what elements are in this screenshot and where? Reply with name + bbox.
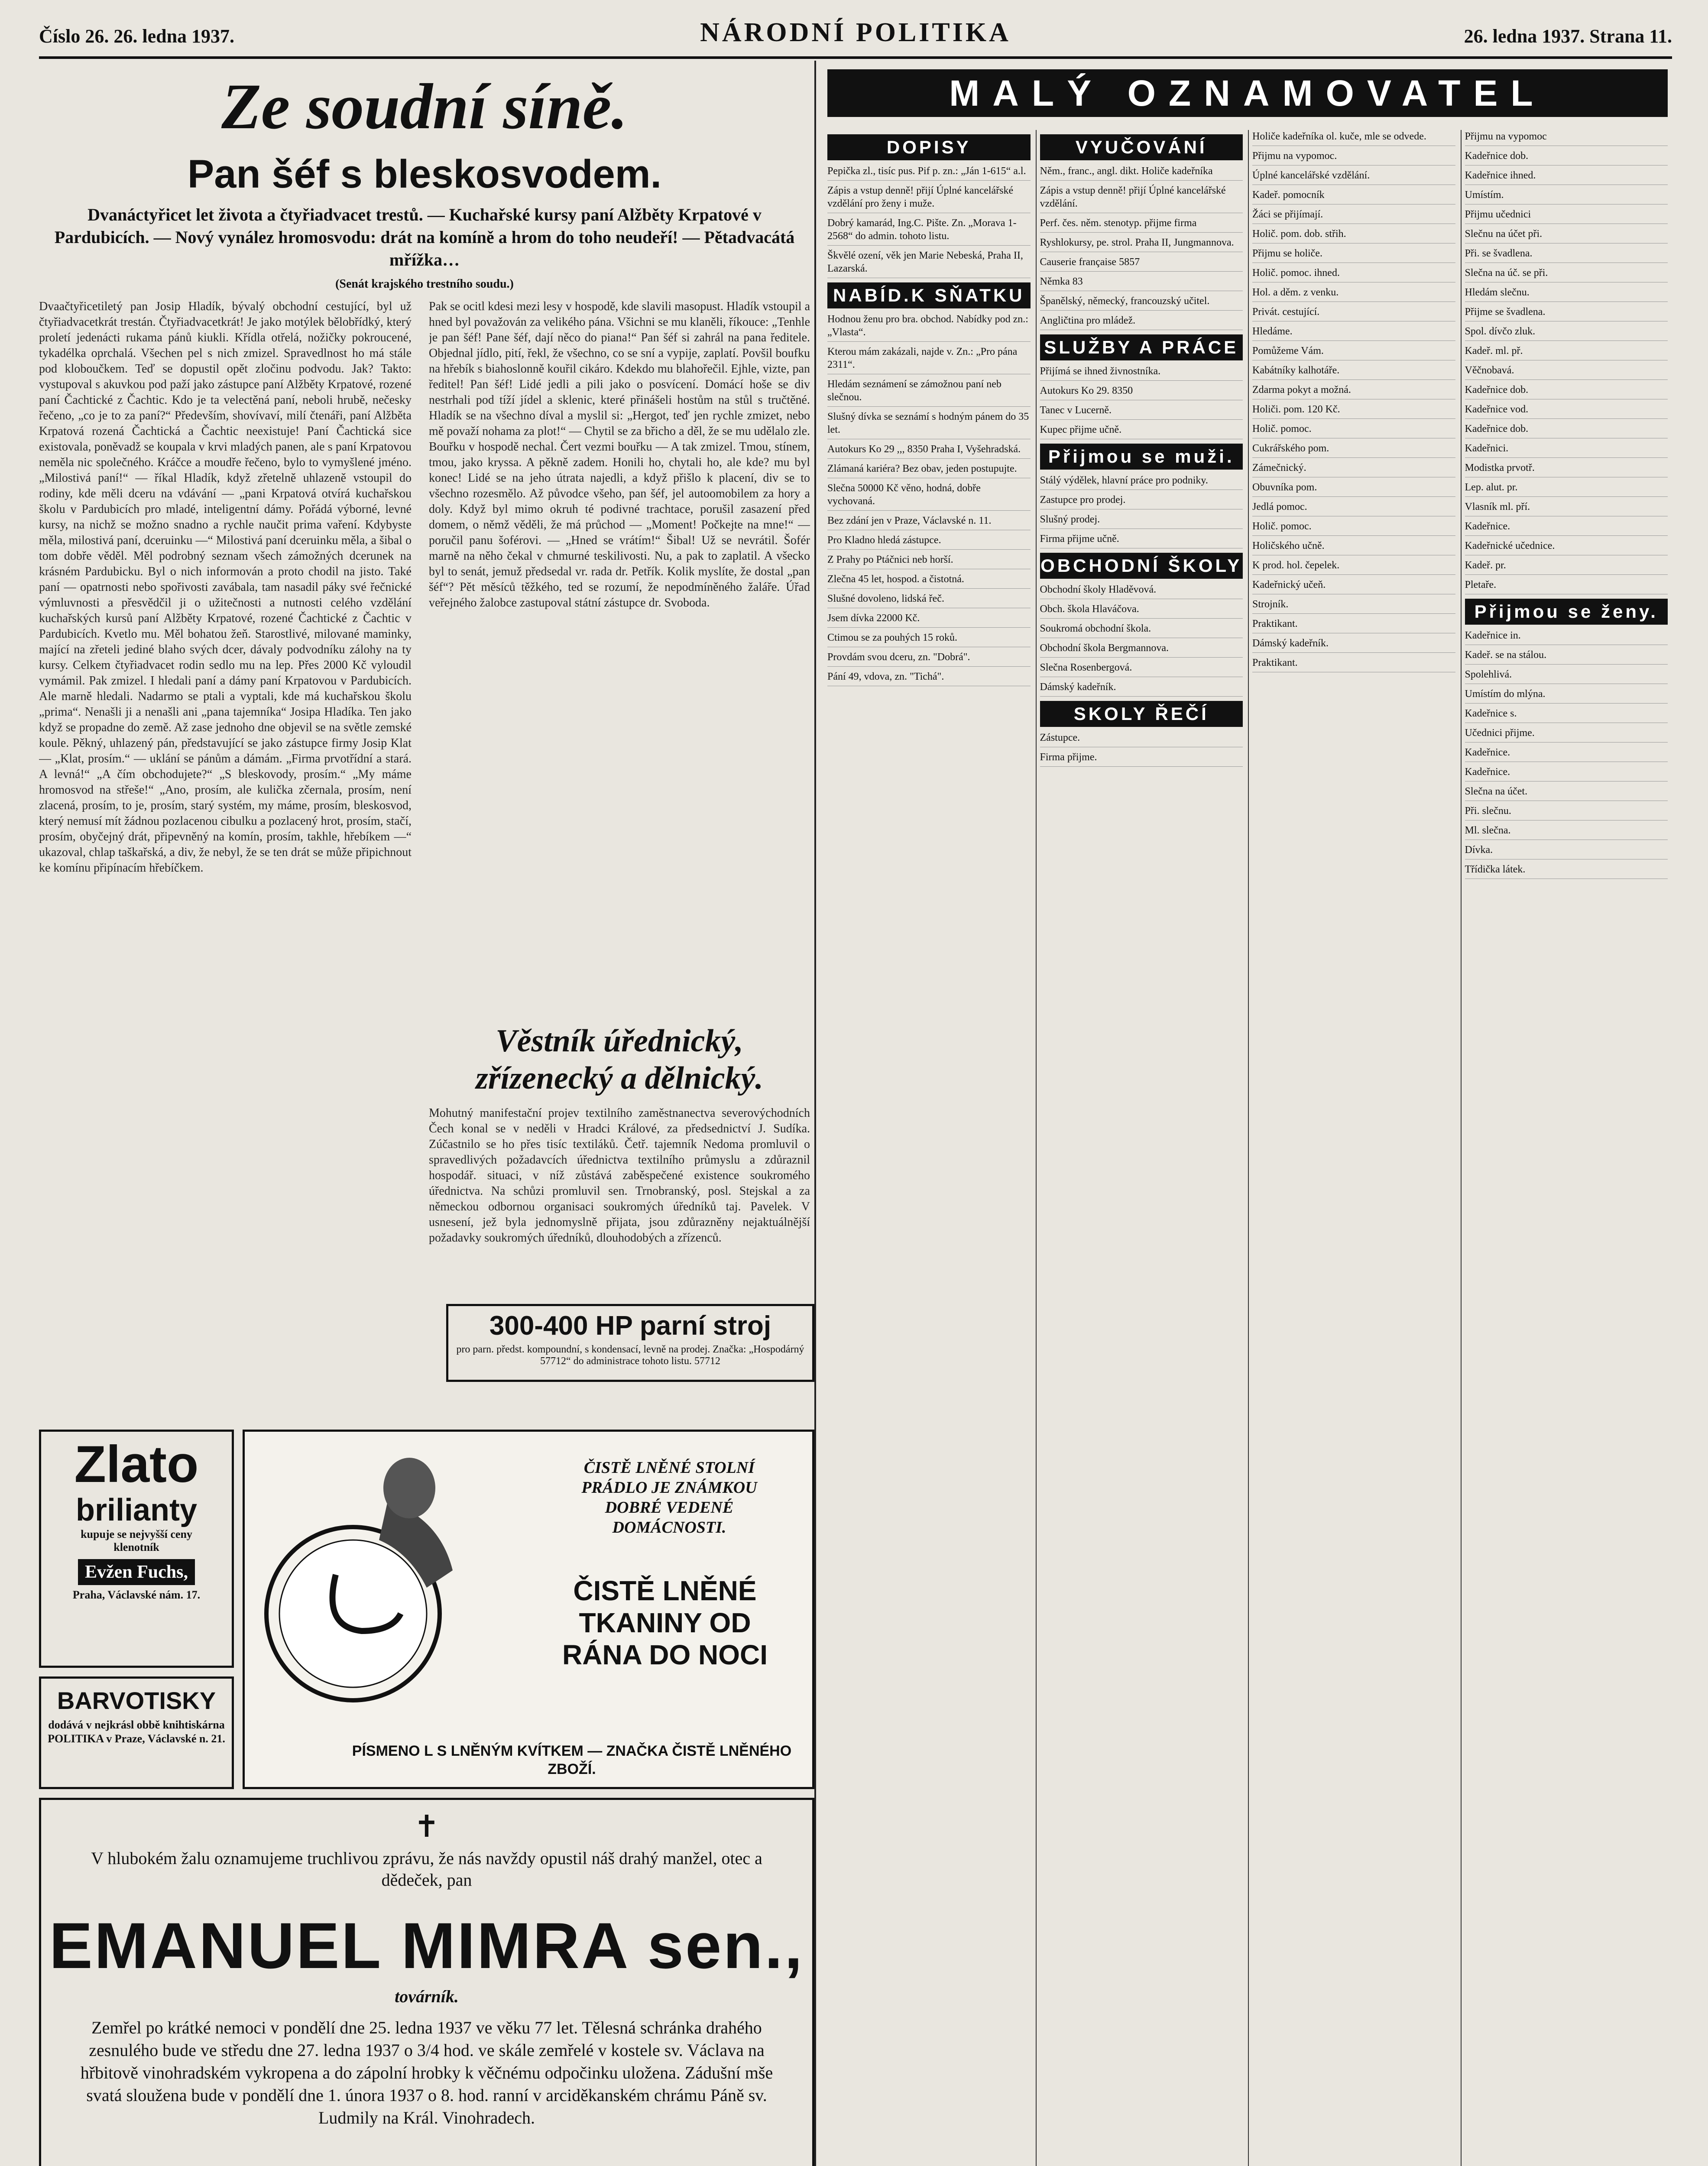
steam-engine-ad-title: 300-400 HP parní stroj	[489, 1311, 771, 1341]
classified-ad: Bez zdání jen v Praze, Václavské n. 11.	[827, 514, 1031, 530]
classified-ad: Zástupce.	[1040, 731, 1243, 747]
classified-ad: Obchodní škola Bergmannova.	[1040, 642, 1243, 658]
classified-ad: Třídička látek.	[1465, 863, 1668, 879]
article-rubric: (Senát krajského trestního soudu.)	[335, 277, 514, 291]
classified-ad: Strojník.	[1252, 598, 1455, 614]
obituary-name: EMANUEL MIMRA sen.,	[49, 1909, 804, 1982]
vestnik-article	[429, 1022, 810, 1270]
article-text-col1: Dvaačtyřicetiletý pan Josip Hladík, bývalý obchodní cestující, byl už čtyřiadvacetkrát trestán. Čtyřiadvacetkrát! Je jako motýlek bělobřídký, který proletí jedenácti rukama pánů kiukli. Křídla otřelá, nožičky pokroucené, tykadélka oprchalá. Všechen pel s nich zmizel. Spravedlnost ho má stále pod kloboučkem. Teď se dopustil opět zločinu podvodu. Jak? Takto: vystupoval s akuvkou pod paží jako zástupce paní Alžběty Krpatové, rozené paní Čachtické z Čachtic. Kdo je ta velectěná paní, neboli hrubě, nečesky řečeno, „co je to za paní?“ Především, shovívaví, milí čtenáři, paní Alžběta Krpatová rozená Čachtická a Čachtic neexistuje! Paní Čachtická sice existovala, poněvadž se koupala v krvi mladých panen, ale s paní Krpatovou neměla nic společného. Kráčce a moudře řečeno, bylo to vymyšlené jméno. „Milostivá paní!“ — říkal Hladík, když zřetelně uhlazeně vstoupil do rodiny, kde měli dceru na vdávání — „pani Krpatová otvírá kuchařskou školu v Pardubicích pro mladé, inteligentní dámy. Pořádá výborné, levné kursy, na nichž se možno snadno a rychle naučit prima vaření. Kdybyste měla, milostivá paní, dceruinku —“ Milostivá paní dceruinku měla, a šibal o tom dobře věděl. Měl podrobný seznam všech zámožných dcerunek na krásném Pardubicku. Byl o nich informován a proto chodil na jisto. Také paní — opatrnosti nebo spořivosti zavábala, tam nasadil páky své řečnické výmluvnosti a přesvědčil ji o užitečnosti a nutnosti celého vzdělání kuchařských kursů paní Alžběty Krpatové, rozené Čachtické z Čachtic v Pardubicích. Kvetlo mu. Měl bohatou žeň. Starostlivé, milované maminky, mající na zřeteli jediné blaho svých dcer, dávaly podvodníku zálohy na ty kursy. Celkem čtyřiadvacet rodin sedlo mu na lep. Přes 2000 Kč vyloudil vymámil. Pak zmizel. I hledali paní a dámy paní Krpatovou v Pardubicích. Ale marně hledali. Nadarmo se ptali a vyptali, kde má kuchařskou školu „prima“. Nenašli ji a nenašli ani „pana tajemníka“ Josipa Hladíka. Ten jako když se propadne do země. Až zase jednoho dne objevil se na světle zemské koule. Pěkný, uhlazený pán, představující se jako zástupce firmy Josip Klat — „Klat, prosím.“ — uklání se pánům a dámám. „Firma prvotřídní a stará. A levná!“ „A čím obchodujete?“ „S bleskovody, prosím.“ „My máme hromosvod na střeše!“ „Ano, prosím, ale kulička zčernala, prosím, není zlacená, prosím, to je, prosím, starý systém, my máme, prosím, bleskosvod, který nemusí mít žádnou pozlacenou cibulku a pozlacený hrot, prosím, stačí, prosím, obyčejný drát, připevněný na komín, prosím, takhle, hřebíkem —“ ukazoval, chlap taškařská, a div, že nebyl, že se ten drát se může připichnout ke komínu připínacím hřebíčkem.	[39, 300, 412, 875]
classified-ad: Hol. a děm. z venku.	[1252, 286, 1455, 302]
classified-section-header: VYUČOVÁNÍ	[1040, 134, 1243, 160]
classified-ad: Ryshlokursy, pe. strol. Praha II, Jungmannova.	[1040, 236, 1243, 252]
classified-ad: Cukrářského pom.	[1252, 442, 1455, 458]
classified-ad: K prod. hol. čepelek.	[1252, 559, 1455, 575]
classified-ad: Dámský kadeřník.	[1040, 681, 1243, 697]
classified-ad: Autokurs Ko 29. 8350	[1040, 384, 1243, 400]
classified-ad: Škvělé ození, věk jen Marie Nebeská, Praha II, Lazarská.	[827, 249, 1031, 278]
classified-section-header: SLUŽBY A PRÁCE	[1040, 334, 1243, 360]
classified-ad: Zámečnický.	[1252, 461, 1455, 477]
classified-ad: Slečnu na účet při.	[1465, 227, 1668, 243]
classified-ad: Firma přijme učně.	[1040, 532, 1243, 548]
gold-ad-headline: Zlato	[74, 1435, 199, 1493]
classified-ad: Přijme se švadlena.	[1465, 305, 1668, 321]
classified-section-header: DOPISY	[827, 134, 1031, 160]
color-print-ad	[39, 1676, 234, 1789]
classified-ad: Firma přijme.	[1040, 751, 1243, 767]
linen-ad-headline: ČISTĚ LNĚNÉ TKANINY OD RÁNA DO NOCI	[562, 1575, 768, 1670]
classified-ad: Holičského učně.	[1252, 539, 1455, 555]
classified-ad: Kabátníky kalhotáře.	[1252, 364, 1455, 380]
linen-ad-illustration	[258, 1449, 483, 1718]
steam-engine-ad	[446, 1304, 814, 1382]
classified-ad: Perf. čes. něm. stenotyp. přijme firma	[1040, 217, 1243, 233]
classified-ad: Kadeřnici.	[1465, 442, 1668, 458]
classified-ad: Kadeřnice in.	[1465, 629, 1668, 645]
classified-ad: Hledám slečnu.	[1465, 286, 1668, 302]
classified-section-header: NABÍD.K SŇATKU	[827, 282, 1031, 308]
classified-ad: Kadeřnice dob.	[1465, 149, 1668, 165]
classified-ad: Kadeřnice dob.	[1465, 422, 1668, 438]
classified-ad: Umístím.	[1465, 188, 1668, 204]
classifieds-col-1	[827, 130, 1031, 2166]
classified-ad: Slečna na úč. se při.	[1465, 266, 1668, 282]
classified-ad: Pletaře.	[1465, 578, 1668, 594]
classified-ad: Zlámaná kariéra? Bez obav, jeden postupujte.	[827, 462, 1031, 478]
article-headline: Pan šéf s bleskosvodem.	[187, 152, 662, 196]
obituary-role: továrník.	[395, 1987, 459, 2006]
classified-ad: Hodnou ženu pro bra. obchod. Nabídky pod zn.: „Vlasta“.	[827, 313, 1031, 342]
gold-ad-name: Evžen Fuchs,	[78, 1559, 195, 1585]
classified-section-header: Přijmou se ženy.	[1465, 599, 1668, 625]
classified-ad: Provdám svou dceru, zn. "Dobrá".	[827, 651, 1031, 667]
classified-ad: Kadeřnice dob.	[1465, 383, 1668, 399]
classified-ad: Slušný dívka se seznámí s hodným pánem do 35 let.	[827, 410, 1031, 439]
classifieds-col-3	[1248, 130, 1455, 2166]
classified-ad: Holiči. pom. 120 Kč.	[1252, 403, 1455, 419]
classified-section-header: SKOLY ŘEČÍ	[1040, 701, 1243, 727]
classified-ad: Přijímá se ihned živnostníka.	[1040, 365, 1243, 381]
classified-ad: Kadeřnice.	[1465, 520, 1668, 536]
gold-ad-address: Praha, Václavské nám. 17.	[72, 1589, 201, 1601]
steam-engine-ad-body: pro parn. předst. kompoundní, s kondensací, levně na prodej. Značka: „Hospodárný 57712“ do administrace tohoto listu. 57712	[456, 1344, 804, 1367]
classified-ad: Slušný prodej.	[1040, 513, 1243, 529]
classified-ad: Zápis a vstup denně! přijí Úplné kancelářské vzdělání.	[1040, 184, 1243, 213]
classified-ad: Pomůžeme Vám.	[1252, 344, 1455, 360]
classified-ad: Přijmu na vypomoc	[1465, 130, 1668, 146]
classified-ad: Kadeř. pomocník	[1252, 188, 1455, 204]
classified-ad: Autokurs Ko 29 ,,, 8350 Praha I, Vyšehradská.	[827, 443, 1031, 459]
classified-ad: Zlečna 45 let, hospod. a čistotná.	[827, 573, 1031, 589]
classified-ad: Úplné kancelářské vzdělání.	[1252, 169, 1455, 185]
classified-ad: Kadeř. pr.	[1465, 559, 1668, 575]
classified-ad: Věčnobavá.	[1465, 364, 1668, 380]
classified-ad: Při. se švadlena.	[1465, 247, 1668, 263]
article-text-col2: Pak se ocitl kdesi mezi lesy v hospodě, kde slavili masopust. Hladík vstoupil a hned byl považován za velikého pána. Všichni se mu klaněli, říkouce: „Tenhle je pan šéf! Pane šéf, dají něco do piana!“ Pan šéf si zahrál na pana ředitele. Objednal jídlo, pití, řekl, že všechno, co se sní a vypije, zaplatí. Povšil boufku na hřebík s biahoslonně kouřil cikáro. Kdekdo mu blahořečil. Ejhle, vizte, pan ředitel! Pan šéf! Lidé jedli a pili jako o posvícení. Domácí hoše se div nestrhali pod tíží jídel a sklenic, které přinášeli hostům na stůl s tručtěné. Hladík se na všechno díval a myslil si: „Hergot, teď jen rychle zmizet, nebo mě považí nohama za plot!“ — Chytil se za břicho a děl, že se mu udělalo zle. Bouřku v hospodě nechal. Čert vezmi bouřku — A tak zmizel. Tmou, stínem, tmou, jako kryssa. A pěkně zadem. Honili ho, chytali ho, ale kde? mu byl konec! Lidé se na jeho útrata najedli, a když přišlo k placení, div se to všechno rozesmělo. Až původce všeho, pan šéf, jel autoomobilem za hory a doly. Když byl mimo okruh té podivné trachtace, porušil zasazení před domem, o němž věděli, že má průchod — „Moment! Počkejte na mne!“ — poručil panu šoférovi. — „Hned se vrátím!“ Šibal! Už se nevrátil. Šofér marně na něho čekal v chmurné teskilivosti. Nu, a pak to zaplatil. A všecko byl to senát, jemuž předsedal vr. rada dr. Petřík. Kolik myslíte, že dostal „pan šéf“? Pět měsíců těžkého, ted se rozumí, že nepodmíněného žaláře. Úřad veřejného žalobce zastupoval státní zástupce dr. Svoboda.	[429, 300, 810, 610]
classified-ad: Praktikant.	[1252, 617, 1455, 633]
gold-ad-diamonds: brilianty	[75, 1493, 198, 1527]
classified-ad: Žáci se přijímají.	[1252, 208, 1455, 224]
classified-ad: Spolehlivá.	[1465, 668, 1668, 684]
classified-ad: Dámský kadeřník.	[1252, 637, 1455, 653]
cross-icon: ✝	[414, 1810, 440, 1844]
linen-ad-footer: PÍSMENO L S LNĚNÝM KVÍTKEM — ZNAČKA ČISTĚ LNĚNÉHO ZBOŽÍ.	[352, 1743, 792, 1777]
classified-ad: Zastupce pro prodej.	[1040, 493, 1243, 509]
classified-ad: Němka 83	[1040, 275, 1243, 291]
gold-jeweller-ad	[39, 1430, 234, 1668]
court-section-title: Ze soudní síně.	[221, 71, 628, 143]
classified-ad: Kadeř. ml. př.	[1465, 344, 1668, 360]
classifieds-col-2	[1036, 130, 1243, 2166]
classified-ad: Přijmu učednici	[1465, 208, 1668, 224]
classified-ad: Pepička zl., tisíc pus. Pif p. zn.: „Ján 1-615“ a.l.	[827, 165, 1031, 181]
left-column	[39, 61, 810, 2166]
classified-ad: Causerie française 5857	[1040, 256, 1243, 272]
classified-ad: Holič. pomoc. ihned.	[1252, 266, 1455, 282]
article-deck: Dvanáctyřicet let života a čtyřiadvacet trestů. — Kuchařské kursy paní Alžběty Krpatové v Pardubicích. — Nový vynález hromosvodu: drát na komíně a hrom do toho neudeří! — Pětadvacátá mřížka…	[54, 205, 795, 269]
gold-ad-buys: kupuje se nejvyšší ceny	[81, 1528, 192, 1540]
classified-ad: Při. slečnu.	[1465, 804, 1668, 820]
classified-ad: Kadeřnice s.	[1465, 707, 1668, 723]
classified-ad: Obuvníka pom.	[1252, 481, 1455, 497]
classified-ad: Z Prahy po Ptáčnici neb horší.	[827, 553, 1031, 569]
classified-ad: Kterou mám zakázali, najde v. Zn.: „Pro pána 2311“.	[827, 345, 1031, 374]
color-print-ad-title: BARVOTISKY	[57, 1687, 216, 1714]
classified-ad: Obch. škola Hlaváčova.	[1040, 603, 1243, 619]
classified-ad: Dívka.	[1465, 843, 1668, 859]
classified-ad: Jsem dívka 22000 Kč.	[827, 612, 1031, 628]
classified-ad: Holič. pom. dob. střih.	[1252, 227, 1455, 243]
classified-ad: Kadeř. se na stálou.	[1465, 649, 1668, 665]
classified-ad: Kadeřnice.	[1465, 765, 1668, 781]
classified-ad: Učednici přijme.	[1465, 726, 1668, 743]
classified-ad: Kadeřnice.	[1465, 746, 1668, 762]
color-print-ad-body: dodává v nejkrásl obbě knihtiskárna POLITIKA v Praze, Václavské n. 21.	[48, 1719, 225, 1745]
vestnik-title: Věstník úřednický, zřízenecký a dělnický.	[476, 1023, 763, 1096]
classified-ad: Holiče kadeřníka ol. kuče, mle se odvede.	[1252, 130, 1455, 146]
classified-ad: Lep. alut. pr.	[1465, 481, 1668, 497]
classifieds-banner: MALÝ OZNAMOVATEL	[827, 69, 1668, 117]
classified-ad: Ctimou se za pouhých 15 roků.	[827, 631, 1031, 647]
classified-ad: Umístím do mlýna.	[1465, 687, 1668, 704]
classified-section-header: Přijmou se muži.	[1040, 444, 1243, 470]
classified-ad: Přijmu na vypomoc.	[1252, 149, 1455, 165]
classified-ad: Kadeřnické učednice.	[1465, 539, 1668, 555]
classified-ad: Slušné dovoleno, lidská řeč.	[827, 592, 1031, 608]
classified-ad: Angličtina pro mládež.	[1040, 314, 1243, 330]
classifieds-col-4	[1461, 130, 1668, 2166]
classified-ad: Holič. pomoc.	[1252, 422, 1455, 438]
gold-ad-jeweller: klenotník	[113, 1541, 159, 1553]
classified-ad: Holič. pomoc.	[1252, 520, 1455, 536]
classifieds-grid	[827, 130, 1668, 2166]
classified-ad: Zápis a vstup denně! přijí Úplné kancelářské vzdělání pro ženy i muže.	[827, 184, 1031, 213]
classified-ad: Slečna Rosenbergová.	[1040, 661, 1243, 677]
obituary	[39, 1798, 814, 2166]
classified-ad: Privát. cestující.	[1252, 305, 1455, 321]
classified-ad: Něm., franc., angl. dikt. Holiče kadeřníka	[1040, 165, 1243, 181]
classified-ad: Hledám seznámení se zámožnou paní neb slečnou.	[827, 378, 1031, 407]
classified-ad: Dobrý kamarád, Ing.C. Pište. Zn. „Morava 1-2568“ do admin. tohoto listu.	[827, 217, 1031, 246]
classified-ad: Jedlá pomoc.	[1252, 500, 1455, 516]
classified-ad: Přijmu se holiče.	[1252, 247, 1455, 263]
classified-ad: Vlasník ml. pří.	[1465, 500, 1668, 516]
classified-ad: Slečna 50000 Kč věno, hodná, dobře vychovaná.	[827, 482, 1031, 511]
linen-ad	[243, 1430, 814, 1789]
classified-ad: Tanec v Lucerně.	[1040, 404, 1243, 420]
classified-ad: Pro Kladno hledá zástupce.	[827, 534, 1031, 550]
vestnik-body: Mohutný manifestační projev textilního zaměstnanectva severovýchodních Čech konal se v neděli v Hradci Králové, za předsednictví J. Sudíka. Zúčastnilo se ho přes tisíc textiláků. Četř. tajemník Nedoma promluvil o spravedlivých požadavcích úřednictva textilního průmyslu a zdůraznil hospodář. situaci, v níž zůstává zaběspečené existence soukromého úřednictva. Na schůzi promluvil sen. Trnobranský, posl. Stejskal a za německou odbornou organisaci soukromých úředníků taj. Pavelek. V usnesení, jež byla jednomyslně přijata, jsou zdůrazněny nejaktuálnější požadavky soukromých úředníků, dlouhodobých a zřízenců.	[429, 1106, 810, 1245]
classifieds-column	[823, 61, 1672, 2166]
classified-ad: Modistka prvotř.	[1465, 461, 1668, 477]
obituary-intro: V hlubokém žalu oznamujeme truchlivou zprávu, že nás navždy opustil náš drahý manžel, otec a dědeček, pan	[91, 1848, 762, 1890]
classified-ad: Kadeřnice ihned.	[1465, 169, 1668, 185]
classified-ad: Kadeřnický učeň.	[1252, 578, 1455, 594]
obituary-body: Zemřel po krátké nemoci v pondělí dne 25. ledna 1937 ve věku 77 let. Tělesná schránka drahého zesnulého bude ve středu dne 27. ledna 1937 o 3/4 hod. ve skále zemřelé v kostele sv. Václava na hřbitově vinohradském vykropena a do zápolní hrobky k věčnému odpočinku uložena. Zádušní mše svatá sloužena bude v pondělí dne 1. února 1937 o 8. hod. ranní v arciděkanském chrámu Páně sv. Ludmily na Král. Vinohradech.	[80, 2018, 773, 2127]
classified-ad: Soukromá obchodní škola.	[1040, 622, 1243, 638]
newspaper-header	[39, 13, 1672, 59]
linen-ad-tagline: ČISTĚ LNĚNÉ STOLNÍ PRÁDLO JE ZNÁMKOU DOBRÉ VEDENÉ DOMÁCNOSTI.	[581, 1459, 757, 1537]
page-number: 26. ledna 1937. Strana 11.	[1464, 26, 1672, 47]
classified-ad: Pání 49, vdova, zn. "Tichá".	[827, 670, 1031, 686]
classified-ad: Kupec přijme učně.	[1040, 423, 1243, 439]
classified-ad: Slečna na účet.	[1465, 785, 1668, 801]
issue-number: Číslo 26. 26. ledna 1937.	[39, 26, 235, 47]
classified-ad: Zdarma pokyt a možná.	[1252, 383, 1455, 399]
column-divider	[814, 61, 816, 2166]
classified-ad: Španělský, německý, francouzský učitel.	[1040, 295, 1243, 311]
classified-ad: Hledáme.	[1252, 325, 1455, 341]
classified-ad: Kadeřnice vod.	[1465, 403, 1668, 419]
classified-section-header: OBCHODNÍ ŠKOLY	[1040, 553, 1243, 579]
classified-ad: Spol. dívčo zluk.	[1465, 325, 1668, 341]
classified-ad: Praktikant.	[1252, 656, 1455, 672]
paper-title: NÁRODNÍ POLITIKA	[700, 18, 1011, 47]
classified-ad: Ml. slečna.	[1465, 824, 1668, 840]
classified-ad: Stálý výdělek, hlavní práce pro podniky.	[1040, 474, 1243, 490]
classified-ad: Obchodní školy Hladěvová.	[1040, 583, 1243, 599]
